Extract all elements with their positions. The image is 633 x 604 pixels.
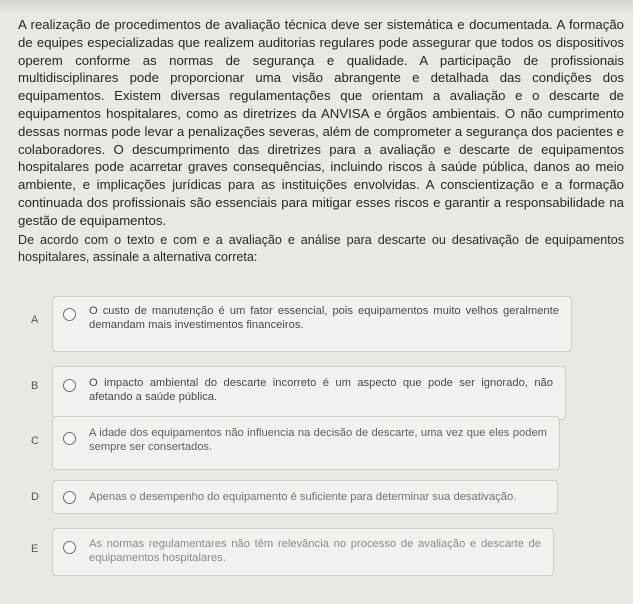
option-letter: C [31, 435, 39, 447]
option-text: As normas regulamentares não têm relevância no processo de avaliação e descarte de equipamentos hospitalares. [89, 538, 541, 564]
question-prompt: De acordo com o texto e com e a avaliação e análise para descarte ou desativação de equipamentos hospitalares, assinale a alternativa correta: [18, 233, 624, 264]
option-d[interactable] [31, 480, 558, 514]
radio-button-icon[interactable] [63, 491, 76, 504]
radio-button-icon[interactable] [63, 379, 76, 392]
option-text: Apenas o desempenho do equipamento é suficiente para determinar sua desativação. [89, 491, 517, 503]
option-letter: D [31, 491, 39, 503]
option-c[interactable] [31, 416, 560, 470]
radio-button-icon[interactable] [63, 308, 76, 321]
option-letter: A [31, 314, 39, 326]
option-letter: B [31, 380, 39, 392]
page-top-edge [0, 0, 633, 14]
passage-text: A realização de procedimentos de avaliação técnica deve ser sistemática e documentada. A formação de equipes especializadas que realizem auditorias regulares pode assegurar que todos os dispositivos operem conforme as normas de segurança e qualidade. A participação de profissionais multidisciplinares pode proporcionar uma visão abrangente e detalhada das condições dos equipamentos. Existem diversas regulamentações que orientam a avaliação e o descarte de equipamentos hospitalares, como as diretrizes da ANVISA e órgãos ambientais. O não cumprimento dessas normas pode levar a penalizações severas, além de comprometer a segurança dos pacientes e colaboradores. O descumprimento das diretrizes para a avaliação e descarte de equipamentos hospitalares pode acarretar graves consequências, incluindo riscos à saúde pública, danos ao meio ambiente, e implicações jurídicas para as instituições envolvidas. A conscientização e a formação continuada dos profissionais são essenciais para mitigar esses riscos e garantir a responsabilidade na gestão de equipamentos. [18, 17, 624, 228]
option-text: A idade dos equipamentos não influencia na decisão de descarte, uma vez que eles podem sempre ser consertados. [89, 427, 547, 453]
option-a[interactable] [31, 296, 572, 352]
option-b[interactable] [31, 366, 566, 420]
radio-button-icon[interactable] [63, 432, 76, 445]
option-e[interactable] [31, 528, 554, 576]
option-text: O custo de manutenção é um fator essencial, pois equipamentos muito velhos geralmente demandam mais investimentos financeiros. [89, 305, 559, 331]
radio-button-icon[interactable] [63, 541, 76, 554]
option-text: O impacto ambiental do descarte incorreto é um aspecto que pode ser ignorado, não afetando a saúde pública. [89, 377, 553, 403]
option-letter: E [31, 543, 39, 555]
